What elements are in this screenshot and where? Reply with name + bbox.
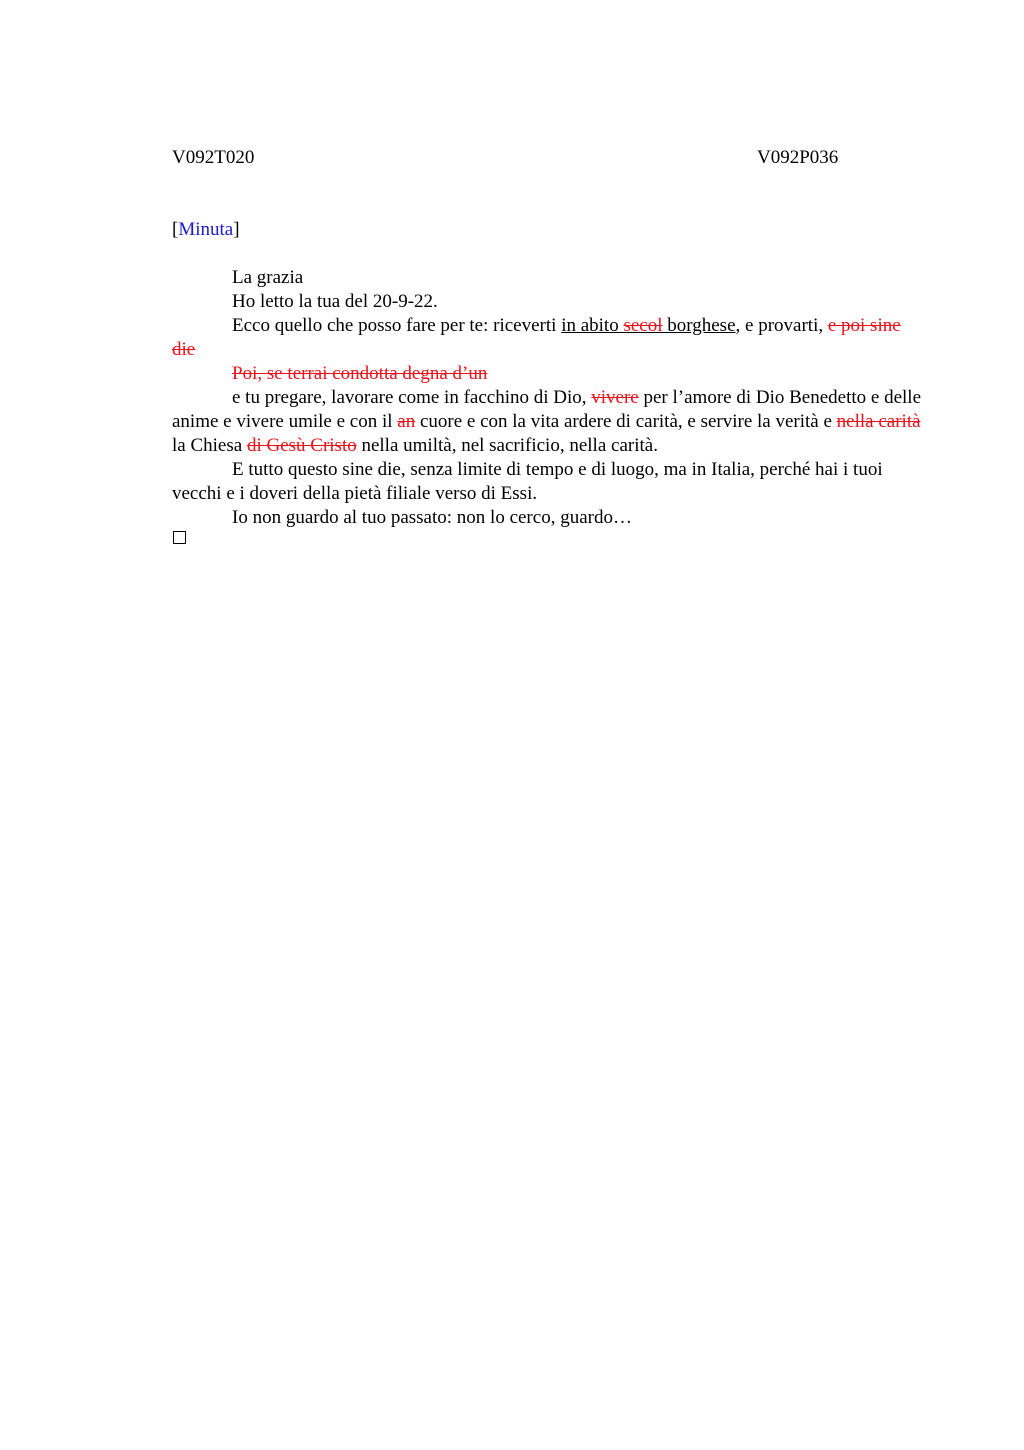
paragraph-deleted bbox=[172, 362, 927, 386]
paragraph-prayer bbox=[172, 386, 927, 458]
paragraph-offer bbox=[172, 314, 927, 362]
text-run: , e provarti, bbox=[735, 315, 828, 336]
document-code-left: V092T020 bbox=[172, 147, 255, 168]
inserted-run: borghese bbox=[662, 315, 736, 336]
text-run: nella umiltà, nel sacrificio, nella carità. bbox=[356, 435, 658, 456]
document-code-right: V092P036 bbox=[757, 147, 839, 168]
inserted-run: in abito bbox=[561, 315, 624, 336]
deleted-text: vivere bbox=[591, 387, 639, 408]
deleted-text: di Gesù Cristo bbox=[246, 435, 357, 456]
text-run: e tu pregare, lavorare come in facchino di Dio, bbox=[232, 387, 592, 408]
end-square-icon bbox=[173, 531, 186, 544]
salutation-line: La grazia bbox=[232, 267, 304, 288]
deleted-text: an bbox=[397, 411, 416, 432]
minuta-label bbox=[172, 218, 240, 242]
label-open-bracket: [ bbox=[172, 219, 179, 240]
deleted-text: nella carità bbox=[836, 411, 921, 432]
deleted-text: e poi sine die bbox=[172, 315, 901, 360]
inserted-text bbox=[561, 315, 735, 336]
deleted-text: secol bbox=[623, 315, 663, 336]
reference-line: Ho letto la tua del 20-9-22. bbox=[232, 291, 438, 312]
deleted-text: Poi, se terrai condotta degna d’un bbox=[232, 363, 488, 384]
text-run: cuore e con la vita ardere di carità, e servire la verità e bbox=[415, 411, 837, 432]
text-run: la Chiesa bbox=[172, 435, 247, 456]
text-run: per l’amore di Dio Benedetto e delle anime e vivere umile e con il bbox=[172, 387, 922, 432]
paragraph-past: Io non guardo al tuo passato: non lo cerco, guardo… bbox=[232, 507, 632, 528]
letter-body bbox=[172, 266, 927, 530]
label-close-bracket: ] bbox=[233, 219, 240, 240]
paragraph-sine-die: E tutto questo sine die, senza limite di tempo e di luogo, ma in Italia, perché hai i tuoi vecchi e i doveri della pietà filiale verso di Essi. bbox=[172, 459, 883, 504]
label-text: Minuta bbox=[178, 219, 234, 240]
text-run: Ecco quello che posso fare per te: riceverti bbox=[232, 315, 562, 336]
